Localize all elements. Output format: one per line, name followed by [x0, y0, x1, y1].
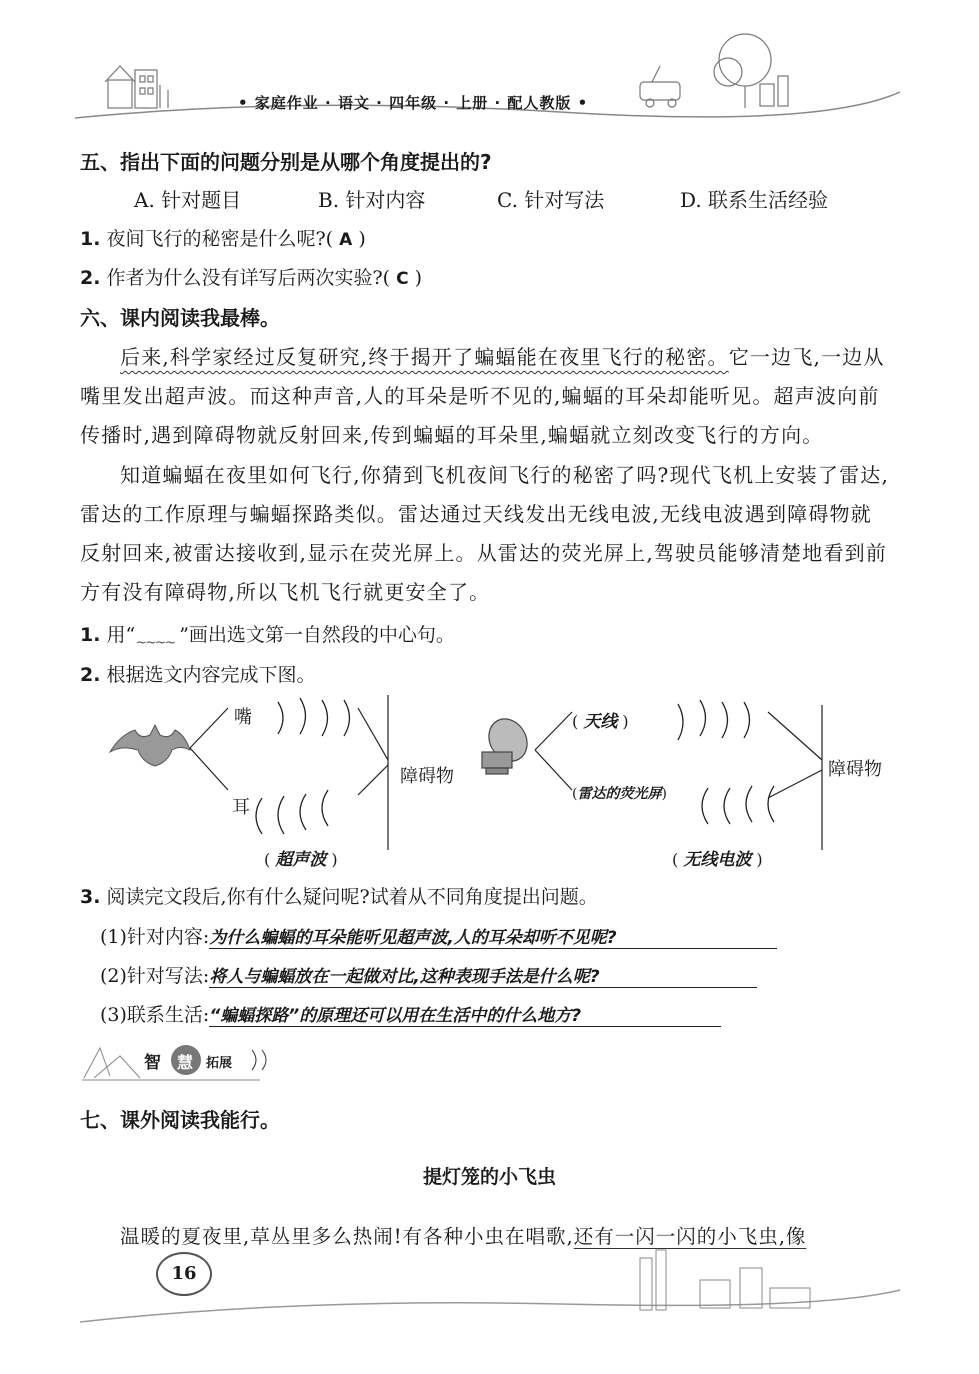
answer-right: ( 无线电波 ): [672, 850, 763, 870]
underlined-text: 还有一闪一闪的小飞虫,像: [573, 1225, 807, 1248]
s6-question-3: [80, 882, 598, 909]
page-number: 16: [156, 1252, 212, 1296]
q3-item-2: [100, 961, 757, 988]
bracket-close: ): [358, 228, 366, 250]
s5-question-2: [80, 263, 422, 290]
paragraph-text: 温暖的夏夜里,草丛里多么热闹!有各种小虫在唱歌,: [120, 1225, 574, 1248]
answer-text: 超声波: [275, 850, 327, 870]
section7-heading: 七、课外阅读我能行。: [80, 1108, 280, 1132]
option-c: C. 针对写法: [497, 188, 605, 212]
question-number: 2.: [80, 664, 101, 686]
s6-question-1: [80, 620, 455, 651]
question-text: 用“: [100, 624, 136, 646]
question-text: 作者为什么没有详写后两次实验?(: [100, 267, 391, 289]
question-text: ”画出选文第一自然段的中心句。: [179, 624, 455, 646]
answer-text: 将人与蝙蝠放在一起做对比,这种表现手法是什么呢?: [209, 962, 757, 988]
label-ear: 耳: [232, 797, 250, 818]
footer-decoration: [0, 1240, 979, 1374]
bat-icon: [110, 725, 190, 766]
wave-arcs-top: [278, 698, 350, 736]
question-number: 1.: [80, 624, 101, 646]
banner-char-3: 拓展: [206, 1056, 233, 1071]
central-sentence: 后来,科学家经过反复研究,终于揭开了蝙蝠能在夜里飞行的秘密。: [120, 345, 729, 369]
s6-question-2: [80, 660, 316, 687]
label-mouth: 嘴: [234, 707, 252, 728]
wave-arcs-bottom: [256, 790, 328, 834]
question-text: 夜间飞行的秘密是什么呢?(: [100, 228, 334, 250]
q3-item-1: [100, 922, 777, 949]
wavy-line-mark: ~~~~: [135, 635, 175, 651]
reading-paragraph-2: 知道蝙蝠在夜里如何飞行,你猜到飞机夜间飞行的秘密了吗?现代飞机上安装了雷达,雷达的工作原理与蝙蝠探路类似。雷达通过天线发出无线电波,无线电波遇到障碍物就反射回来,被雷达接收到,显示在荧光屏上。从雷达的荧光屏上,驾驶员能够清楚地看到前方有没有障碍物,所以飞机飞行就更安全了。: [80, 463, 890, 604]
paragraph-text: 它一边飞,一边从嘴里发出超声波。而这种声音,人的耳朵是听不见的,蝙蝠的耳朵却能听见。超声波向前传播时,遇到障碍物就反射回来,传到蝙蝠的耳朵里,蝙蝠就立刻改变飞行的方向。: [80, 345, 885, 447]
answer-text: A: [339, 230, 353, 250]
option-b: B. 针对内容: [318, 188, 426, 212]
banner-char-1: 智: [144, 1053, 161, 1073]
wave-arcs-bottom-right: [702, 786, 774, 824]
question-text: 根据选文内容完成下图。: [100, 664, 316, 686]
answer-text: 天线: [583, 712, 618, 732]
option-a: A. 针对题目: [134, 188, 242, 212]
box-screen: (雷达的荧光屏): [572, 786, 667, 802]
section5-heading: 五、指出下面的问题分别是从哪个角度提出的?: [80, 150, 492, 174]
box-antenna: ( 天线 ): [572, 712, 629, 732]
section6-heading: 六、课内阅读我最棒。: [80, 306, 280, 330]
header-title: • 家庭作业 · 语文 · 四年级 · 上册 · 配人教版 •: [238, 94, 589, 112]
question-number: 3.: [80, 886, 101, 908]
reading-paragraph-1: [80, 338, 892, 455]
answer-text: “蝙蝠探路”的原理还可以用在生活中的什么地方?: [209, 1001, 721, 1027]
bracket-close: ): [414, 267, 423, 289]
label-obstacle-left: 障碍物: [400, 766, 454, 787]
story-title: 提灯笼的小飞虫: [422, 1166, 556, 1188]
answer-text: 为什么蝙蝠的耳朵能听见超声波,人的耳朵却听不见呢?: [209, 923, 777, 949]
label-obstacle-right: 障碍物: [828, 759, 882, 780]
s5-question-1: [80, 224, 366, 251]
banner-char-2: 慧: [177, 1053, 194, 1072]
echo-diagram: [100, 690, 900, 875]
item-label: (2)针对写法:: [100, 965, 210, 987]
item-label: (1)针对内容:: [100, 926, 210, 948]
question-number: 2.: [80, 267, 101, 289]
item-label: (3)联系生活:: [100, 1004, 210, 1026]
radar-icon: [481, 712, 534, 774]
answer-text: 雷达的荧光屏: [577, 786, 662, 802]
question-number: 1.: [80, 228, 101, 250]
answer-text: 无线电波: [683, 850, 752, 870]
option-d: D. 联系生活经验: [680, 188, 829, 212]
question-text: 阅读完文段后,你有什么疑问呢?试着从不同角度提出问题。: [100, 886, 598, 908]
q3-item-3: [100, 1000, 721, 1027]
answer-left: ( 超声波 ): [264, 850, 338, 870]
answer-text: C: [396, 269, 409, 289]
wave-arcs-top-right: [678, 700, 750, 740]
